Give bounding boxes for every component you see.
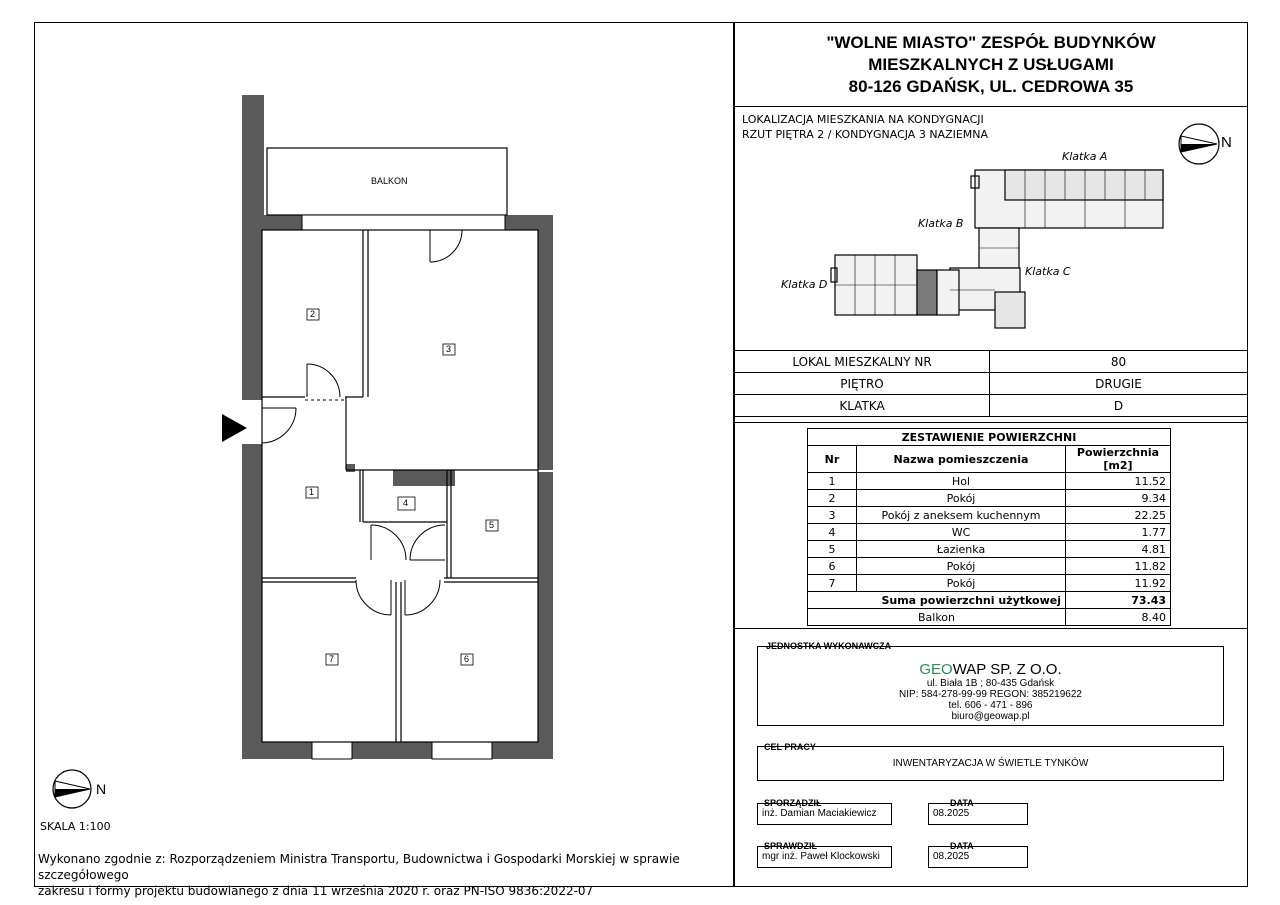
- row-area: 1.77: [1066, 524, 1171, 541]
- entrance-arrow-icon: [222, 414, 247, 442]
- door-swings: [262, 230, 462, 615]
- row-area: 11.92: [1066, 575, 1171, 592]
- key-plan: [735, 120, 1247, 348]
- prepared-label: SPORZĄDZIŁ: [764, 798, 822, 808]
- unit-info-row: [735, 351, 1247, 373]
- sum-label: Suma powierzchni użytkowej: [808, 592, 1066, 609]
- unit-number-label: LOKAL MIESZKALNY NR: [735, 351, 990, 373]
- prepared-box: [757, 803, 892, 825]
- sum-value: 73.43: [1066, 592, 1171, 609]
- room-number-5: 5: [489, 520, 495, 530]
- unit-info-table: [735, 350, 1247, 417]
- date-box-1: [928, 803, 1028, 825]
- company-name: [758, 661, 1223, 678]
- col-area-header: Powierzchnia [m2]: [1066, 446, 1171, 473]
- separator: [735, 422, 1247, 423]
- openings-dashed: [305, 397, 346, 464]
- row-nr: 5: [808, 541, 857, 558]
- room-number-6: 6: [464, 654, 470, 664]
- title-line-3: 80-126 GDAŃSK, UL. CEDROWA 35: [848, 77, 1134, 96]
- company-name-geo: GEO: [919, 661, 953, 678]
- row-nr: 3: [808, 507, 857, 524]
- room-number-2: 2: [310, 309, 316, 319]
- checked-by: mgr inż. Paweł Klockowski: [762, 851, 880, 862]
- north-arrow-icon: [53, 770, 91, 808]
- table-row: [808, 473, 1171, 490]
- floor-label: PIĘTRO: [735, 373, 990, 395]
- footnote-line-2: zakresu i formy projektu budowlanego z dnia 11 września 2020 r. oraz PN-ISO 9836:2022-07: [38, 884, 594, 898]
- klatka-a-label: Klatka A: [1062, 150, 1108, 163]
- footnote-line-1: Wykonano zgodnie z: Rozporządzeniem Ministra Transportu, Budownictwa i Gospodarki Morskiej w sprawie szczegółowego: [38, 852, 680, 882]
- row-nr: 1: [808, 473, 857, 490]
- company-ids: NIP: 584-278-99-99 REGON: 385219622: [899, 689, 1082, 700]
- purpose-box: [757, 746, 1224, 781]
- purpose-value: INWENTARYZACJA W ŚWIETLE TYNKÓW: [892, 758, 1089, 769]
- date-value-2: 08.2025: [933, 851, 970, 862]
- north-label: N: [96, 781, 107, 797]
- klatka-d-label: Klatka D: [781, 278, 828, 291]
- klatka-b-label: Klatka B: [918, 217, 964, 230]
- row-name: Pokój z aneksem kuchennym: [857, 507, 1066, 524]
- company-address: ul. Biała 1B ; 80-435 Gdańsk: [926, 678, 1055, 689]
- checked-label: SPRAWDZIŁ: [764, 841, 817, 851]
- row-area: 4.81: [1066, 541, 1171, 558]
- company-name-rest: WAP SP. Z O.O.: [952, 661, 1062, 678]
- row-name: Hol: [857, 473, 1066, 490]
- table-row: [808, 541, 1171, 558]
- checked-box: [757, 846, 892, 868]
- date-value-1: 08.2025: [933, 808, 970, 819]
- room-number-boxes: [306, 309, 498, 665]
- row-area: 11.82: [1066, 558, 1171, 575]
- row-name: Pokój: [857, 575, 1066, 592]
- unit-number-value: 80: [990, 351, 1248, 373]
- key-plan-north-arrow-icon: [1179, 124, 1219, 164]
- row-nr: 6: [808, 558, 857, 575]
- exterior-walls: [242, 95, 553, 759]
- separator: [735, 628, 1247, 629]
- company-section-label: JEDNOSTKA WYKONAWCZA: [766, 641, 892, 651]
- staircase-label: KLATKA: [735, 395, 990, 417]
- row-name: Łazienka: [857, 541, 1066, 558]
- date-box-2: [928, 846, 1028, 868]
- klatka-c-label: Klatka C: [1025, 265, 1071, 278]
- key-plan-north-label: N: [1221, 134, 1232, 151]
- table-row: [808, 524, 1171, 541]
- table-row: [808, 558, 1171, 575]
- balcony-row: [808, 609, 1171, 626]
- room-number-4: 4: [403, 498, 409, 508]
- unit-info-row: [735, 373, 1247, 395]
- date-label-1: DATA: [950, 798, 974, 808]
- balcony-area-label: Balkon: [808, 609, 1066, 626]
- balcony-label: BALKON: [371, 176, 408, 186]
- company-phone: tel. 606 - 471 - 896: [948, 700, 1033, 711]
- row-area: 11.52: [1066, 473, 1171, 490]
- row-nr: 7: [808, 575, 857, 592]
- room-number-3: 3: [446, 344, 452, 354]
- title-line-1: "WOLNE MIASTO" ZESPÓŁ BUDYNKÓW: [826, 33, 1156, 52]
- row-nr: 2: [808, 490, 857, 507]
- room-number-1: 1: [309, 487, 315, 497]
- table-row: [808, 507, 1171, 524]
- footnote: [38, 851, 728, 899]
- prepared-by: inż. Damian Maciakiewicz: [762, 808, 877, 819]
- area-table-title: ZESTAWIENIE POWIERZCHNI: [808, 429, 1171, 446]
- table-row: [808, 575, 1171, 592]
- row-name: WC: [857, 524, 1066, 541]
- col-nr-header: Nr: [808, 446, 857, 473]
- title-block: [735, 22, 1247, 107]
- row-area: 22.25: [1066, 507, 1171, 524]
- unit-info-row: [735, 395, 1247, 417]
- windows: [302, 215, 505, 759]
- area-summary-table: [807, 428, 1171, 626]
- row-name: Pokój: [857, 490, 1066, 507]
- location-line-2: RZUT PIĘTRA 2 / KONDYGNACJA 3 NAZIEMNA: [742, 128, 989, 141]
- date-label-2: DATA: [950, 841, 974, 851]
- company-box: [757, 646, 1224, 726]
- row-name: Pokój: [857, 558, 1066, 575]
- title-line-2: MIESZKALNYCH Z USŁUGAMI: [868, 55, 1114, 74]
- sum-row: [808, 592, 1171, 609]
- location-line-1: LOKALIZACJA MIESZKANIA NA KONDYGNACJI: [742, 113, 984, 126]
- company-email: biuro@geowap.pl: [951, 711, 1030, 722]
- scale-label: SKALA 1:100: [40, 820, 111, 833]
- col-name-header: Nazwa pomieszczenia: [857, 446, 1066, 473]
- purpose-section-label: CEL PRACY: [764, 742, 816, 752]
- staircase-value: D: [990, 395, 1248, 417]
- row-nr: 4: [808, 524, 857, 541]
- row-area: 9.34: [1066, 490, 1171, 507]
- balcony-area-value: 8.40: [1066, 609, 1171, 626]
- floor-value: DRUGIE: [990, 373, 1248, 395]
- room-number-7: 7: [329, 654, 335, 664]
- table-row: [808, 490, 1171, 507]
